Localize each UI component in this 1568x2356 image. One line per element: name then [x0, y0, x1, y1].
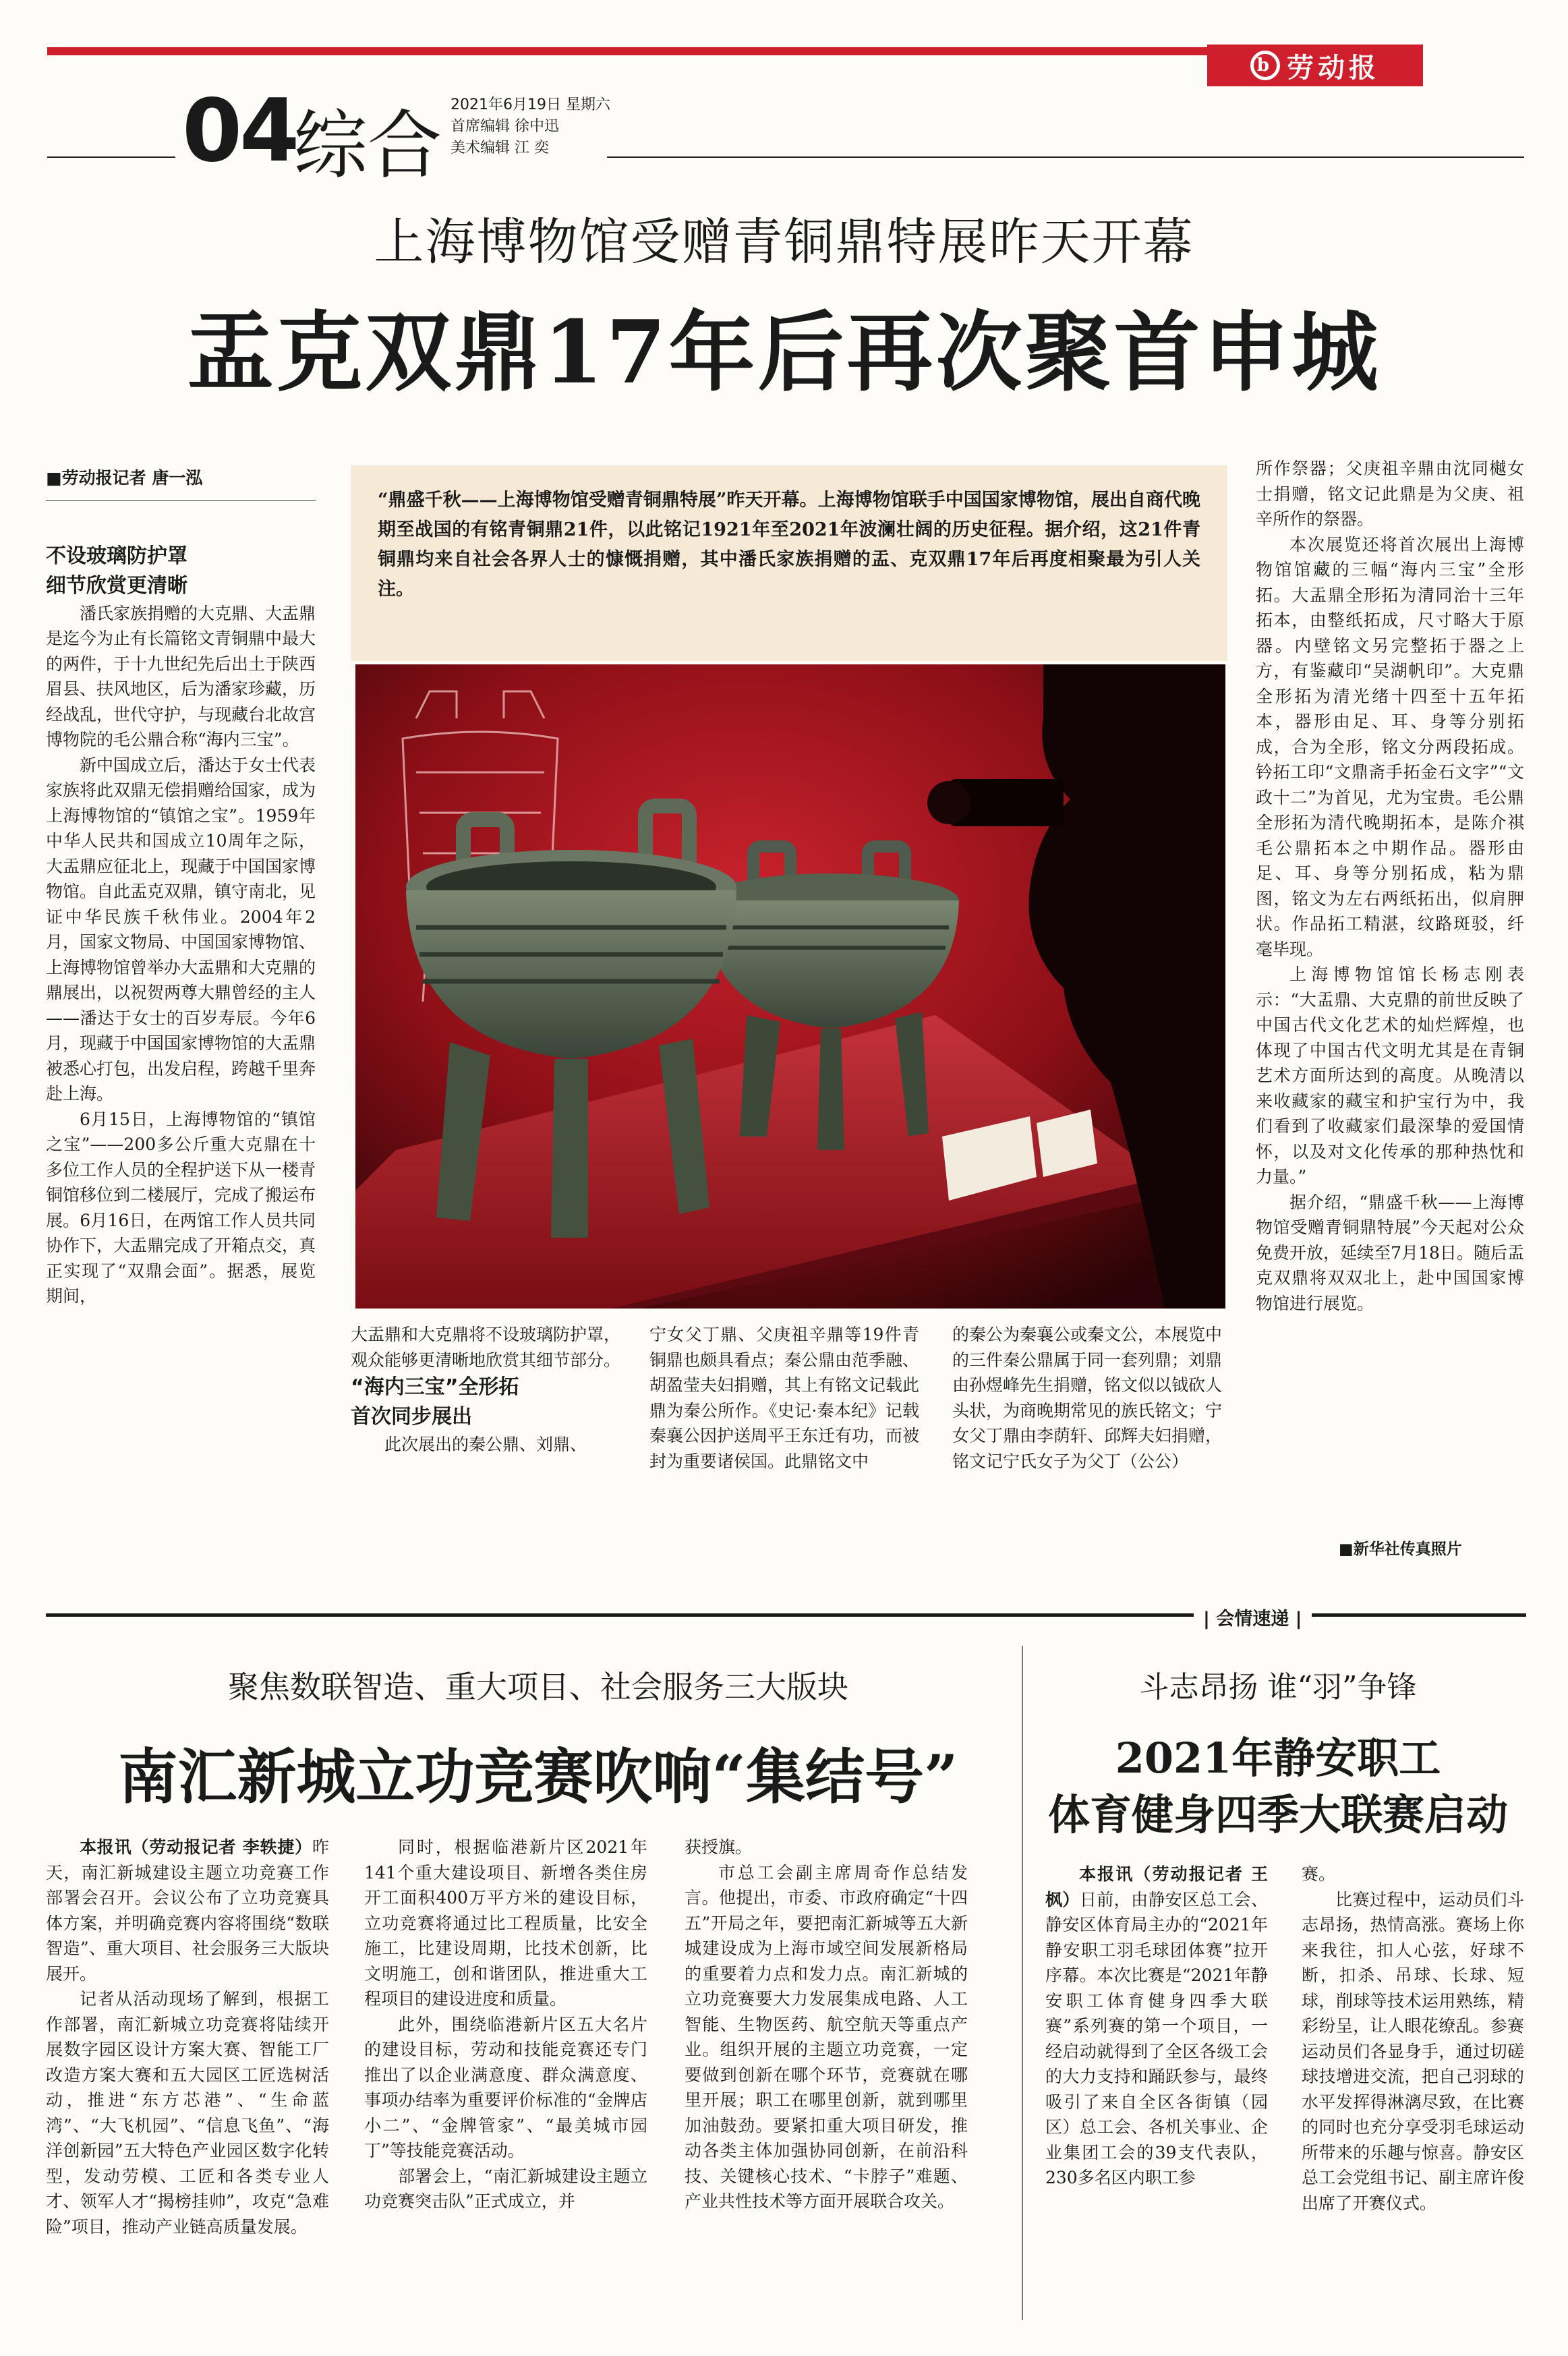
- column-separator: [1022, 1646, 1023, 2320]
- story3-paragraph: 日前，由静安区总工会、静安区体育局主办的“2021年静安职工羽毛球团体赛”拉开序幕。本次比赛是“2021年静安职工体育健身四季大联赛”系列赛的第一个项目，一经启动就得到了全区各级工会的大力支持和踊跃参与，最终吸引了来自全区各街镇（园区）总工会、各机关事业、企业集团工会的39支代表队，230多名区内职工参: [1045, 1889, 1268, 2187]
- story1-lead-box: [351, 465, 1227, 661]
- masthead-red-rule: [47, 47, 1207, 55]
- story2-kicker: 聚焦数联智造、重大项目、社会服务三大版块: [228, 1669, 848, 1705]
- briefs-label: | 会情速递 |: [1194, 1604, 1312, 1630]
- bronze-ding-illustration: [355, 664, 1225, 1309]
- story1-byline: ■劳动报记者 唐一泓: [46, 468, 203, 488]
- art-editor: 美术编辑 江 奕: [451, 140, 549, 156]
- story1-paragraph: 潘氏家族捐赠的大克鼎、大盂鼎是迄今为止有长篇铭文青铜鼎中最大的两件，于十九世纪先后出土于陕西眉县、扶风地区，后为潘家珍藏，历经战乱，世代守护，与现藏台北故宫博物院的毛公鼎合称“海内三宝”。: [46, 603, 316, 749]
- story1-paragraph: 6月15日，上海博物馆的“镇馆之宝”——200多公斤重大克鼎在十多位工作人员的全程护送下从一楼青铜馆移位到二楼展厅，完成了搬运布展。6月16日，在两馆工作人员共同协作下，大盂鼎完成了开箱点交，真正实现了“双鼎会面”。据悉，展览期间，: [46, 1109, 316, 1306]
- story3-paragraph: 比赛过程中，运动员们斗志昂扬，热情高涨。赛场上你来我往，扣人心弦，好球不断，扣杀、吊球、长球、短球，削球等技术运用熟练，精彩纷呈，让人眼花缭乱。参赛运动员们各显身手，通过切磋球技增进交流，把自己羽球的水平发挥得淋漓尽致，在比赛的同时也充分享受羽毛球运动所带来的乐趣与惊喜。静安区总工会党组书记、副主席许俊出席了开赛仪式。: [1302, 1889, 1524, 2213]
- story1-paragraph: 新中国成立后，潘达于女士代表家族将此双鼎无偿捐赠给国家，成为上海博物馆的“镇馆之宝”。1959年中华人民共和国成立10周年之际，大盂鼎应征北上，现藏于中国国家博物馆。自此盂克双鼎，镇守南北，见证中华民族千秋伟业。2004年2月，国家文物局、中国国家博物馆、上海博物馆曾举办大盂鼎和大克鼎的鼎展出，以祝贺两尊大鼎曾经的主人——潘达于女士的百岁寿辰。今年6月，现藏于中国国家博物馆的大盂鼎被悉心打包，出发启程，跨越千里奔赴上海。: [46, 755, 316, 1103]
- story1-paragraph: 据介绍，“鼎盛千秋——上海博物馆受赠青铜鼎特展”今天起对公众免费开放，延续至7月18日。随后盂克双鼎将双双北上，赴中国国家博物馆进行展览。: [1256, 1192, 1524, 1313]
- story2-headline: 南汇新城立功竞赛吹响“集结号”: [118, 1742, 958, 1812]
- masthead-right-rule: [607, 156, 1524, 158]
- story1-paragraph: 所作祭器；父庚祖辛鼎由沈同樾女士捐赠，铭文记此鼎是为父庚、祖辛所作的祭器。: [1256, 459, 1524, 529]
- story2-byline: 本报讯（劳动报记者 李轶捷）: [80, 1837, 312, 1857]
- story2-paragraph: 昨天，南汇新城建设主题立功竞赛工作部署会召开。会议公布了立功竞赛具体方案，并明确竞赛内容将围绕“数联智造”、重大项目、社会服务三大版块展开。: [46, 1837, 329, 1984]
- story2-column-2: [364, 1835, 647, 2214]
- story1-column-5: [1256, 456, 1524, 1316]
- story1-column-4: [952, 1322, 1222, 1474]
- story3-byline: 本报讯（劳动报记者 王枫）: [1045, 1864, 1268, 1909]
- story3-headline: 2021年静安职工 体育健身四季大联赛启动: [1047, 1733, 1508, 1839]
- chief-editor: 首席编辑 徐中迅: [451, 118, 559, 135]
- story1-paragraph: 此次展出的秦公鼎、刘鼎、: [384, 1435, 587, 1454]
- story1-paragraph: 本次展览还将首次展出上海博物馆馆藏的三幅“海内三宝”全形拓。大盂鼎全形拓为清同治十三年拓本，由整纸拓成，尺寸略大于原器。内壁铭文另完整拓于器之上方，有鉴藏印“吴湖帆印”。大克鼎全形拓为清光绪十四至十五年拓本，器形由足、耳、身等分别拓成，合为全形，铭文分两段拓成。钤拓工印“文鼎斋手拓金石文字”“文政十二”为首见，尤为宝贵。毛公鼎全形拓为清代晚期拓本，是陈介祺毛公鼎拓本之中期作品。器形由足、耳、身等分别拓成，粘为鼎图，铭文为左右两纸拓出，似肩胛状。作品拓工精湛，纹路斑驳，纤毫毕现。: [1256, 534, 1524, 959]
- story1-headline: 盂克双鼎17年后再次聚首申城: [187, 302, 1381, 403]
- story2-paragraph: 市总工会副主席周奇作总结发言。他提出，市委、市政府确定“十四五”开局之年，要把南汇新城等五大新城建设成为上海市域空间发展新格局的重要着力点和发力点。南汇新城的立功竞赛要大力发展集成电路、人工智能、生物医药、航空航天等重点产业。组织开展的主题立功竞赛，一定要做到创新在哪个环节，竞赛就在哪里开展；职工在哪里创新，就到哪里加油鼓劲。要紧扣重大项目研发，推动各类主体加强协同创新，在前沿科技、关键核心技术、“卡脖子”难题、产业共性技术等方面开展联合攻关。: [685, 1862, 968, 2211]
- story1-lead-text: “鼎盛千秋——上海博物馆受赠青铜鼎特展”昨天开幕。上海博物馆联手中国国家博物馆，展出自商代晚期至战国的有铭青铜鼎21件，以此铭记1921年至2021年波澜壮阔的历史征程。据介绍，这21件青铜鼎均来自社会各界人士的慷慨捐赠，其中潘氏家族捐赠的盂、克双鼎17年后再度相聚最为引人关注。: [378, 490, 1200, 600]
- story1-kicker: 上海博物馆受赠青铜鼎特展昨天开幕: [374, 213, 1194, 271]
- story3-kicker: 斗志昂扬 谁“羽”争锋: [1139, 1670, 1417, 1704]
- story2-paragraph: 部署会上，“南汇新城建设主题立功竞赛突击队”正式成立，并: [364, 2166, 647, 2211]
- bronze-ding-photo: [355, 664, 1225, 1309]
- photo-credit: ■新华社传真照片: [1339, 1541, 1462, 1558]
- edition-date: 2021年6月19日 星期六: [451, 96, 610, 113]
- story2-column-3: [685, 1835, 968, 2214]
- story1-subhead-1: 不设玻璃防护罩 细节欣赏更清晰: [46, 544, 187, 598]
- newspaper-logo: [1207, 45, 1423, 86]
- section-name: 综合: [293, 103, 442, 189]
- byline-rule: [46, 500, 316, 501]
- story1-paragraph: 宁女父丁鼎、父庚祖辛鼎等19件青铜鼎也颇具看点；秦公鼎由范季融、胡盈莹夫妇捐赠，其上有铭文记载此鼎为秦公所作。《史记·秦本纪》记载秦襄公因护送周平王东迁有功，而被封为重要诸侯国。此鼎铭文中: [649, 1325, 920, 1471]
- briefs-label-text: 会情速递: [1216, 1609, 1289, 1630]
- masthead-left-rule: [47, 156, 175, 158]
- story2-column-1: [46, 1835, 329, 2239]
- story1-paragraph: 大盂鼎和大克鼎将不设玻璃防护罩，观众能够更清晰地欣赏其细节部分。: [351, 1325, 621, 1370]
- story2-paragraph: 获授旗。: [685, 1837, 753, 1857]
- story3-paragraph: 赛。: [1302, 1864, 1336, 1884]
- edition-meta: [451, 94, 610, 159]
- story3-column-2: [1302, 1862, 1524, 2216]
- story2-paragraph: 记者从活动现场了解到，根据工作部署，南汇新城立功竞赛将陆续开展数字园区设计方案大赛、智能工厂改造方案大赛和五大园区工匠选树活动，推进“东方芯港”、“生命蓝湾”、“大飞机园”、“信息飞鱼”、“海洋创新园”五大特色产业园区数字化转型，发动劳模、工匠和各类专业人才、领军人才“揭榜挂帅”，攻克“急难险”项目，推动产业链高质量发展。: [46, 1989, 329, 2237]
- story1-column-1: [46, 465, 316, 1309]
- story1-subhead-2: “海内三宝”全形拓 首次同步展出: [351, 1375, 519, 1429]
- section-number: 04: [182, 81, 297, 181]
- story2-paragraph: 同时，根据临港新片区2021年141个重大建设项目、新增各类住房开工面积400万平方米的建设目标，立功竞赛将通过比工程质量，比安全施工，比建设周期，比技术创新，比文明施工，创和谐团队，推进重大工程项目的建设进度和质量。: [364, 1837, 647, 2009]
- logo-text: 劳动报: [1287, 51, 1380, 84]
- story2-paragraph: 此外，围绕临港新片区五大名片的建设目标，劳动和技能竞赛还专门推出了以企业满意度、群众满意度、事项办结率为重要评价标准的“金牌店小二”、“金牌管家”、“最美城市园丁”等技能竞赛活动。: [364, 2014, 647, 2160]
- story1-paragraph: 上海博物馆馆长杨志刚表示：“大盂鼎、大克鼎的前世反映了中国古代文化艺术的灿烂辉煌，也体现了中国古代文明尤其是在青铜艺术方面所达到的高度。从晚清以来收藏家的藏宝和护宝行为中，我们看到了收藏家们最深挚的爱国情怀，以及对文化传承的那种热忱和力量。”: [1256, 965, 1524, 1186]
- story3-column-1: [1045, 1862, 1268, 2191]
- story1-column-2: [351, 1322, 620, 1458]
- story1-paragraph: 的秦公为秦襄公或秦文公，本展览中的三件秦公鼎属于同一套列鼎；刘鼎由孙煜峰先生捐赠，铭文似以钺砍人头状，为商晚期常见的族氏铭文；宁女父丁鼎由李荫轩、邱辉夫妇捐赠，铭文记宁氏女子为父丁（公公）: [952, 1325, 1223, 1471]
- story1-column-3: [649, 1322, 919, 1474]
- logo-mark-icon: b: [1250, 51, 1280, 80]
